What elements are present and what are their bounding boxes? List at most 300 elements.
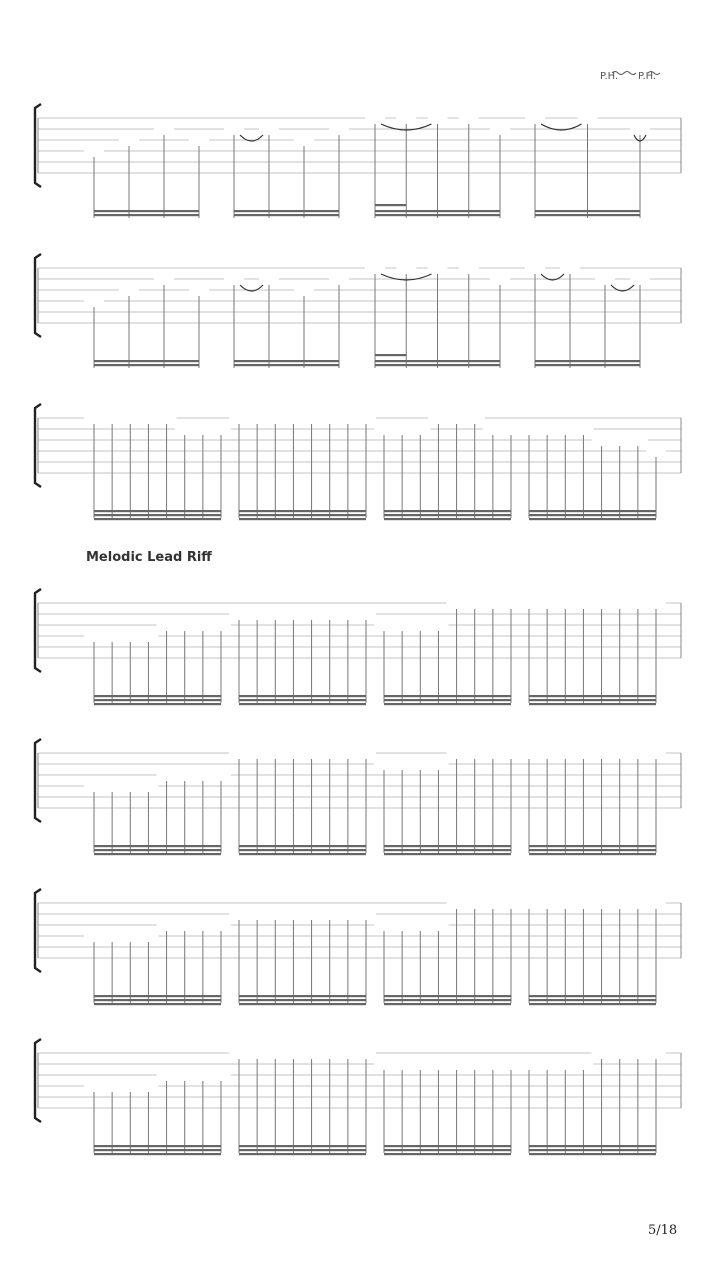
beam	[94, 1153, 221, 1155]
fret-background	[592, 433, 612, 445]
fret-background	[175, 918, 195, 930]
beat-group	[229, 411, 376, 520]
fret-background	[154, 122, 174, 134]
fret-background	[120, 929, 140, 941]
fret-background	[338, 607, 358, 619]
fret-background	[537, 1057, 557, 1069]
fret-background	[84, 929, 104, 941]
beat-group	[519, 896, 666, 1005]
beam	[384, 853, 511, 855]
fret-background	[320, 1046, 340, 1058]
fret-background	[102, 1079, 122, 1091]
beam	[239, 510, 366, 512]
beat-group	[229, 607, 376, 705]
fret-background	[610, 433, 630, 445]
fret-background	[175, 422, 195, 434]
fret-background	[157, 1068, 177, 1080]
fret-background	[392, 757, 412, 769]
fret-background	[320, 746, 340, 758]
beat-group	[84, 1068, 231, 1155]
beat-group	[365, 261, 510, 368]
fret-background	[447, 1057, 467, 1069]
fret-background	[265, 746, 285, 758]
palm-mute-label: P.H.	[600, 71, 619, 82]
fret-background	[465, 596, 485, 608]
tab-system	[35, 739, 681, 855]
fret-background	[374, 618, 394, 630]
fret-background	[157, 618, 177, 630]
fret-background	[483, 422, 503, 434]
beam	[529, 514, 656, 516]
beat-group	[84, 768, 231, 855]
fret-background	[447, 411, 467, 423]
beam	[529, 995, 656, 997]
beam	[384, 514, 511, 516]
beam	[529, 518, 656, 520]
fret-background	[392, 1057, 412, 1069]
beam	[239, 1149, 366, 1151]
fret-background	[501, 596, 521, 608]
fret-background	[302, 907, 322, 919]
beam	[529, 703, 656, 705]
fret-background	[465, 746, 485, 758]
beam	[94, 1145, 221, 1147]
beam	[239, 1153, 366, 1155]
fret-background	[283, 607, 303, 619]
fret-background	[189, 283, 209, 295]
fret-background	[247, 907, 267, 919]
fret-background	[193, 1068, 213, 1080]
fret-background	[138, 779, 158, 791]
fret-background	[392, 422, 412, 434]
beam	[535, 364, 640, 366]
fret-background	[102, 929, 122, 941]
beam	[94, 510, 221, 512]
beam	[239, 1003, 366, 1005]
beam	[384, 510, 511, 512]
fret-background	[175, 768, 195, 780]
fret-background	[519, 746, 539, 758]
palm-mute-label: P.H.	[638, 71, 657, 82]
beat-group	[525, 261, 650, 368]
beam	[94, 514, 221, 516]
beam	[529, 999, 656, 1001]
fret-background	[628, 596, 648, 608]
fret-background	[465, 1057, 485, 1069]
fret-background	[247, 746, 267, 758]
fret-background	[428, 261, 448, 273]
fret-background	[525, 261, 545, 273]
fret-background	[501, 422, 521, 434]
fret-background	[84, 144, 104, 156]
beat-group	[525, 111, 650, 218]
beam	[384, 1153, 511, 1155]
fret-background	[320, 907, 340, 919]
beam	[239, 853, 366, 855]
tab-system	[35, 1039, 681, 1155]
fret-background	[592, 896, 612, 908]
fret-background	[193, 918, 213, 930]
fret-background	[320, 607, 340, 619]
beat-group	[224, 122, 349, 218]
fret-background	[465, 411, 485, 423]
fret-background	[120, 411, 140, 423]
fret-background	[193, 422, 213, 434]
fret-background	[211, 1068, 231, 1080]
fret-background	[537, 422, 557, 434]
fret-background	[119, 283, 139, 295]
beat-group	[519, 1046, 666, 1155]
fret-background	[573, 746, 593, 758]
fret-background	[84, 411, 104, 423]
beam	[384, 703, 511, 705]
fret-background	[189, 133, 209, 145]
fret-background	[519, 896, 539, 908]
beam	[384, 1145, 511, 1147]
beam	[529, 849, 656, 851]
fret-background	[84, 779, 104, 791]
beam	[94, 995, 221, 997]
fret-background	[537, 596, 557, 608]
fret-background	[447, 746, 467, 758]
beat-group	[519, 422, 666, 520]
fret-background	[646, 444, 666, 456]
fret-background	[428, 411, 448, 423]
fret-background	[338, 1046, 358, 1058]
beam	[375, 214, 500, 216]
beam	[234, 364, 339, 366]
beam	[239, 703, 366, 705]
beam	[529, 695, 656, 697]
beam	[239, 514, 366, 516]
fret-background	[573, 896, 593, 908]
fret-background	[294, 133, 314, 145]
fret-background	[229, 1046, 249, 1058]
beam	[94, 849, 221, 851]
fret-background	[628, 433, 648, 445]
fret-background	[84, 1079, 104, 1091]
fret-background	[265, 907, 285, 919]
beam	[239, 849, 366, 851]
fret-background	[265, 411, 285, 423]
fret-background	[610, 746, 630, 758]
fret-background	[119, 133, 139, 145]
beam	[384, 1149, 511, 1151]
beam	[384, 1003, 511, 1005]
tab-system	[35, 589, 681, 705]
beam	[535, 214, 640, 216]
fret-background	[365, 111, 385, 123]
fret-background	[302, 411, 322, 423]
beam	[375, 360, 500, 362]
fret-background	[193, 618, 213, 630]
fret-background	[338, 411, 358, 423]
fret-background	[465, 896, 485, 908]
fret-background	[573, 1057, 593, 1069]
beam	[234, 214, 339, 216]
beam	[94, 1149, 221, 1151]
fret-background	[365, 261, 385, 273]
fret-background	[592, 596, 612, 608]
fret-background	[84, 629, 104, 641]
fret-background	[428, 618, 448, 630]
fret-background	[646, 1046, 666, 1058]
fret-background	[555, 746, 575, 758]
fret-background	[175, 1068, 195, 1080]
beam	[239, 995, 366, 997]
fret-background	[247, 1046, 267, 1058]
fret-background	[154, 272, 174, 284]
beat-group	[84, 122, 209, 218]
fret-background	[229, 746, 249, 758]
beam	[94, 999, 221, 1001]
fret-background	[374, 918, 394, 930]
beam	[384, 999, 511, 1001]
beam	[239, 695, 366, 697]
beam	[94, 210, 199, 212]
fret-background	[356, 746, 376, 758]
beam	[375, 354, 406, 356]
fret-background	[247, 607, 267, 619]
fret-background	[338, 907, 358, 919]
fret-background	[573, 422, 593, 434]
fret-background	[294, 283, 314, 295]
fret-background	[211, 422, 231, 434]
fret-background	[573, 596, 593, 608]
fret-background	[646, 596, 666, 608]
palm-mute-marking	[600, 71, 660, 82]
beam	[239, 699, 366, 701]
fret-background	[157, 918, 177, 930]
fret-background	[120, 629, 140, 641]
fret-background	[459, 111, 479, 123]
fret-background	[102, 411, 122, 423]
fret-background	[102, 629, 122, 641]
beam	[375, 364, 500, 366]
fret-background	[392, 618, 412, 630]
beam	[239, 518, 366, 520]
beam	[529, 1153, 656, 1155]
fret-background	[610, 896, 630, 908]
fret-background	[537, 746, 557, 758]
beam	[94, 518, 221, 520]
fret-background	[211, 918, 231, 930]
fret-background	[84, 294, 104, 306]
tab-system	[35, 104, 681, 218]
fret-background	[374, 1057, 394, 1069]
beat-group	[229, 746, 376, 855]
fret-background	[447, 896, 467, 908]
beam	[239, 845, 366, 847]
fret-background	[396, 261, 416, 273]
beam	[94, 703, 221, 705]
beam	[94, 853, 221, 855]
fret-background	[578, 111, 598, 123]
beat-group	[84, 918, 231, 1005]
beam	[239, 999, 366, 1001]
fret-background	[646, 896, 666, 908]
beam	[234, 360, 339, 362]
fret-background	[356, 907, 376, 919]
beam	[535, 360, 640, 362]
beam	[529, 510, 656, 512]
beam	[375, 204, 406, 206]
beam	[384, 995, 511, 997]
beam	[384, 699, 511, 701]
fret-background	[138, 411, 158, 423]
beam	[234, 210, 339, 212]
tab-system	[35, 254, 681, 368]
fret-background	[193, 768, 213, 780]
fret-background	[628, 746, 648, 758]
fret-background	[374, 757, 394, 769]
beam	[529, 845, 656, 847]
fret-background	[356, 411, 376, 423]
beam	[94, 1003, 221, 1005]
tab-system	[35, 889, 681, 1005]
beam	[384, 695, 511, 697]
fret-background	[229, 907, 249, 919]
fret-background	[555, 422, 575, 434]
beam	[384, 845, 511, 847]
fret-background	[138, 629, 158, 641]
beam	[384, 518, 511, 520]
fret-background	[138, 929, 158, 941]
fret-background	[283, 1046, 303, 1058]
beam	[529, 1145, 656, 1147]
fret-background	[410, 618, 430, 630]
fret-background	[211, 618, 231, 630]
fret-background	[560, 261, 580, 273]
fret-background	[525, 111, 545, 123]
beam	[529, 1003, 656, 1005]
fret-background	[483, 896, 503, 908]
fret-background	[320, 411, 340, 423]
section-title: Melodic Lead Riff	[86, 550, 212, 565]
fret-background	[265, 607, 285, 619]
fret-background	[555, 596, 575, 608]
fret-background	[410, 757, 430, 769]
fret-background	[283, 907, 303, 919]
fret-background	[501, 746, 521, 758]
fret-background	[519, 422, 539, 434]
fret-background	[338, 746, 358, 758]
beat-group	[229, 907, 376, 1005]
fret-background	[628, 896, 648, 908]
fret-background	[595, 272, 615, 284]
beat-group	[374, 596, 521, 705]
beat-group	[374, 411, 521, 520]
beat-group	[84, 411, 231, 520]
beam	[239, 1145, 366, 1147]
fret-background	[259, 272, 279, 284]
fret-background	[537, 896, 557, 908]
fret-background	[410, 422, 430, 434]
beat-group	[374, 746, 521, 855]
fret-background	[630, 122, 650, 134]
fret-background	[356, 1046, 376, 1058]
beat-group	[519, 596, 666, 705]
fret-background	[459, 261, 479, 273]
fret-background	[229, 411, 249, 423]
beam	[529, 1149, 656, 1151]
tab-system	[35, 404, 681, 520]
fret-background	[265, 1046, 285, 1058]
fret-background	[592, 746, 612, 758]
beat-group	[374, 1057, 521, 1155]
beat-group	[224, 272, 349, 368]
beam	[375, 210, 500, 212]
beam	[94, 364, 199, 366]
beat-group	[519, 746, 666, 855]
fret-background	[102, 779, 122, 791]
fret-background	[329, 122, 349, 134]
fret-background	[283, 746, 303, 758]
fret-background	[490, 122, 510, 134]
fret-background	[490, 272, 510, 284]
beam	[94, 845, 221, 847]
page-number: 5/18	[648, 1223, 678, 1238]
fret-background	[646, 746, 666, 758]
fret-background	[157, 768, 177, 780]
beam	[94, 360, 199, 362]
fret-background	[302, 746, 322, 758]
beam	[529, 699, 656, 701]
beat-group	[229, 1046, 376, 1155]
fret-background	[229, 607, 249, 619]
fret-background	[329, 272, 349, 284]
fret-background	[519, 596, 539, 608]
fret-background	[428, 918, 448, 930]
fret-background	[224, 272, 244, 284]
beat-group	[365, 111, 510, 218]
fret-background	[483, 746, 503, 758]
fret-background	[283, 411, 303, 423]
fret-background	[259, 122, 279, 134]
fret-background	[175, 618, 195, 630]
beam	[535, 210, 640, 212]
fret-background	[519, 1057, 539, 1069]
fret-background	[356, 607, 376, 619]
fret-background	[247, 411, 267, 423]
fret-background	[396, 111, 416, 123]
fret-background	[302, 1046, 322, 1058]
fret-background	[592, 1046, 612, 1058]
fret-background	[483, 1057, 503, 1069]
fret-background	[374, 422, 394, 434]
beam	[94, 699, 221, 701]
fret-background	[501, 1057, 521, 1069]
fret-background	[630, 272, 650, 284]
fret-background	[428, 111, 448, 123]
fret-background	[410, 918, 430, 930]
fret-background	[120, 1079, 140, 1091]
beat-group	[84, 618, 231, 705]
fret-background	[555, 896, 575, 908]
fret-background	[157, 411, 177, 423]
beam	[529, 853, 656, 855]
fret-background	[483, 596, 503, 608]
beam	[94, 214, 199, 216]
fret-background	[392, 918, 412, 930]
beam	[94, 695, 221, 697]
fret-background	[628, 1046, 648, 1058]
fret-background	[428, 757, 448, 769]
fret-background	[447, 596, 467, 608]
fret-background	[410, 1057, 430, 1069]
fret-background	[302, 607, 322, 619]
fret-background	[138, 1079, 158, 1091]
